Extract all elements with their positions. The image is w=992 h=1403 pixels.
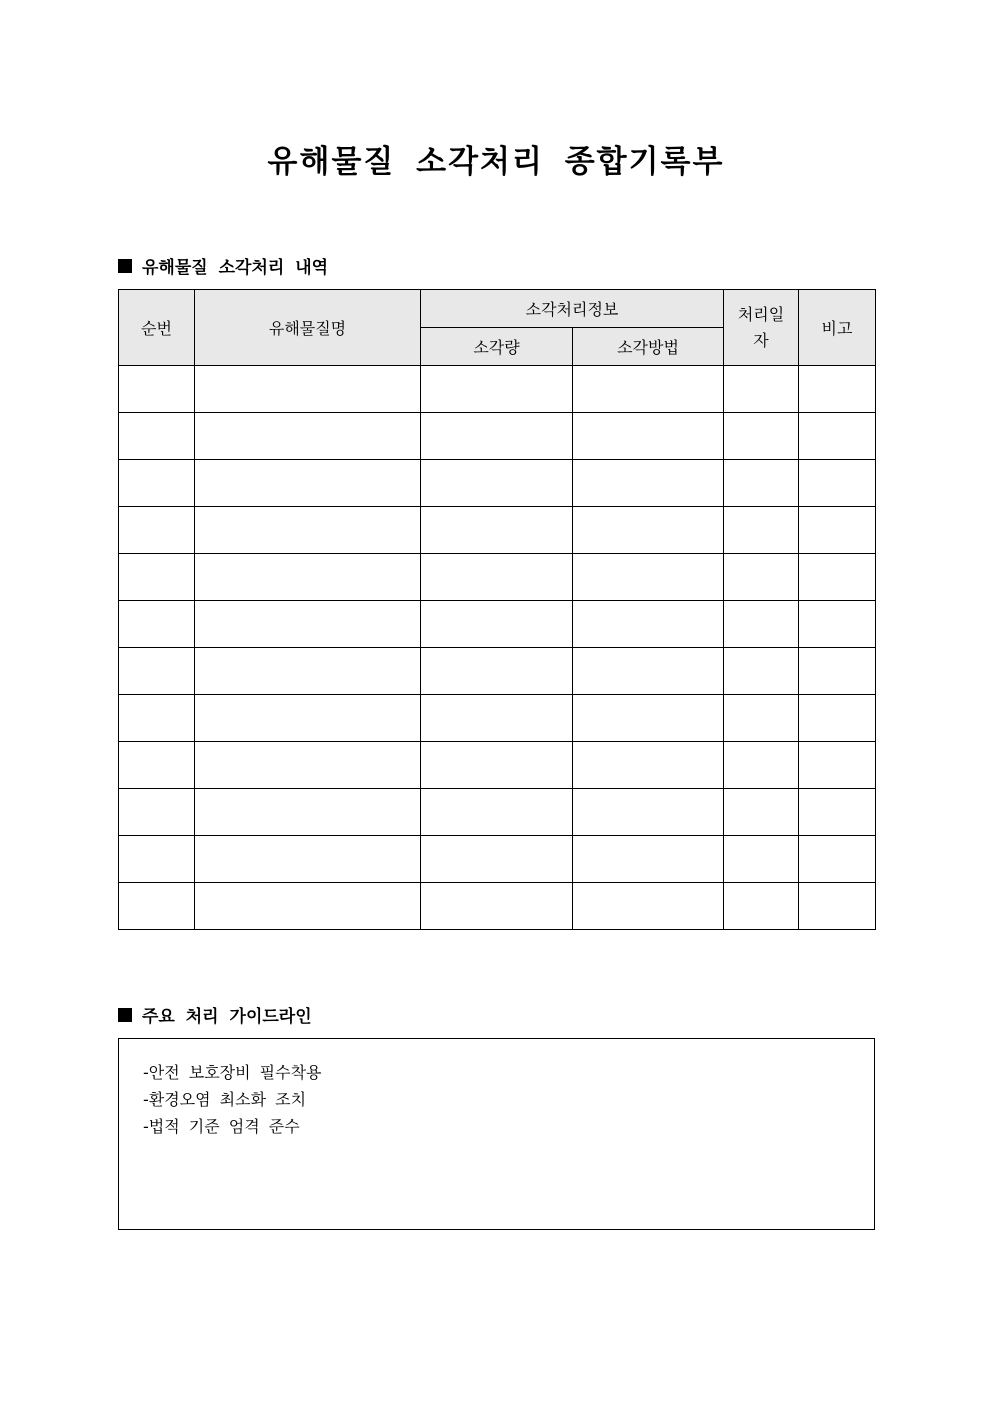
cell-method[interactable] xyxy=(573,742,724,789)
cell-method[interactable] xyxy=(573,789,724,836)
table-row xyxy=(119,413,876,460)
cell-date[interactable] xyxy=(724,742,799,789)
cell-note[interactable] xyxy=(799,789,876,836)
guideline-item: -안전 보호장비 필수착용 xyxy=(143,1063,322,1082)
table-row xyxy=(119,695,876,742)
cell-seq[interactable] xyxy=(119,460,195,507)
cell-date[interactable] xyxy=(724,460,799,507)
cell-note[interactable] xyxy=(799,836,876,883)
cell-method[interactable] xyxy=(573,366,724,413)
cell-method[interactable] xyxy=(573,695,724,742)
cell-date[interactable] xyxy=(724,413,799,460)
cell-seq[interactable] xyxy=(119,601,195,648)
cell-note[interactable] xyxy=(799,507,876,554)
section-heading-guidelines xyxy=(118,1002,312,1027)
cell-amount[interactable] xyxy=(421,742,573,789)
cell-amount[interactable] xyxy=(421,836,573,883)
cell-seq[interactable] xyxy=(119,507,195,554)
records-body xyxy=(119,366,876,930)
cell-amount[interactable] xyxy=(421,695,573,742)
cell-note[interactable] xyxy=(799,648,876,695)
cell-note[interactable] xyxy=(799,366,876,413)
cell-method[interactable] xyxy=(573,648,724,695)
cell-name[interactable] xyxy=(195,695,421,742)
records-table xyxy=(118,289,876,930)
cell-date[interactable] xyxy=(724,554,799,601)
cell-seq[interactable] xyxy=(119,883,195,930)
header-method: 소각방법 xyxy=(573,328,724,366)
table-row xyxy=(119,836,876,883)
header-incineration-info: 소각처리정보 xyxy=(421,290,724,328)
cell-seq[interactable] xyxy=(119,554,195,601)
cell-seq[interactable] xyxy=(119,836,195,883)
cell-date[interactable] xyxy=(724,507,799,554)
cell-date[interactable] xyxy=(724,695,799,742)
cell-name[interactable] xyxy=(195,601,421,648)
page-title: 유해물질 소각처리 종합기록부 xyxy=(267,144,725,180)
section-heading-label: 유해물질 소각처리 내역 xyxy=(142,258,329,278)
cell-date[interactable] xyxy=(724,836,799,883)
section-heading-records xyxy=(118,253,328,278)
table-row xyxy=(119,883,876,930)
cell-name[interactable] xyxy=(195,554,421,601)
cell-method[interactable] xyxy=(573,554,724,601)
cell-name[interactable] xyxy=(195,413,421,460)
cell-name[interactable] xyxy=(195,836,421,883)
cell-name[interactable] xyxy=(195,789,421,836)
square-bullet-icon xyxy=(118,259,132,273)
cell-method[interactable] xyxy=(573,883,724,930)
square-bullet-icon xyxy=(118,1008,132,1022)
cell-name[interactable] xyxy=(195,648,421,695)
cell-seq[interactable] xyxy=(119,413,195,460)
table-row xyxy=(119,742,876,789)
cell-seq[interactable] xyxy=(119,789,195,836)
cell-note[interactable] xyxy=(799,883,876,930)
cell-name[interactable] xyxy=(195,883,421,930)
cell-note[interactable] xyxy=(799,554,876,601)
table-row xyxy=(119,507,876,554)
cell-amount[interactable] xyxy=(421,507,573,554)
cell-name[interactable] xyxy=(195,742,421,789)
section-heading-label: 주요 처리 가이드라인 xyxy=(142,1007,312,1027)
cell-note[interactable] xyxy=(799,742,876,789)
header-process-date: 처리일자 xyxy=(724,290,799,366)
header-amount: 소각량 xyxy=(421,328,573,366)
table-row xyxy=(119,648,876,695)
cell-amount[interactable] xyxy=(421,601,573,648)
cell-date[interactable] xyxy=(724,648,799,695)
cell-name[interactable] xyxy=(195,366,421,413)
cell-seq[interactable] xyxy=(119,695,195,742)
cell-note[interactable] xyxy=(799,601,876,648)
cell-note[interactable] xyxy=(799,460,876,507)
cell-seq[interactable] xyxy=(119,742,195,789)
cell-note[interactable] xyxy=(799,695,876,742)
guideline-item: -환경오염 최소화 조치 xyxy=(143,1090,307,1109)
table-row xyxy=(119,554,876,601)
cell-name[interactable] xyxy=(195,460,421,507)
cell-method[interactable] xyxy=(573,836,724,883)
cell-date[interactable] xyxy=(724,366,799,413)
header-substance-name: 유해물질명 xyxy=(195,290,421,366)
cell-amount[interactable] xyxy=(421,460,573,507)
cell-amount[interactable] xyxy=(421,366,573,413)
guidelines-list xyxy=(119,1039,874,1140)
cell-method[interactable] xyxy=(573,460,724,507)
table-row xyxy=(119,366,876,413)
cell-method[interactable] xyxy=(573,507,724,554)
header-note: 비고 xyxy=(799,290,876,366)
cell-amount[interactable] xyxy=(421,413,573,460)
cell-note[interactable] xyxy=(799,413,876,460)
cell-name[interactable] xyxy=(195,507,421,554)
cell-date[interactable] xyxy=(724,601,799,648)
cell-seq[interactable] xyxy=(119,366,195,413)
table-row xyxy=(119,789,876,836)
table-row xyxy=(119,601,876,648)
cell-amount[interactable] xyxy=(421,554,573,601)
guideline-item: -법적 기준 엄격 준수 xyxy=(143,1117,300,1136)
cell-seq[interactable] xyxy=(119,648,195,695)
guidelines-box xyxy=(118,1038,875,1230)
cell-amount[interactable] xyxy=(421,648,573,695)
header-seq: 순번 xyxy=(119,290,195,366)
cell-amount[interactable] xyxy=(421,883,573,930)
cell-method[interactable] xyxy=(573,413,724,460)
cell-amount[interactable] xyxy=(421,789,573,836)
cell-date[interactable] xyxy=(724,789,799,836)
table-row xyxy=(119,460,876,507)
cell-method[interactable] xyxy=(573,601,724,648)
cell-date[interactable] xyxy=(724,883,799,930)
